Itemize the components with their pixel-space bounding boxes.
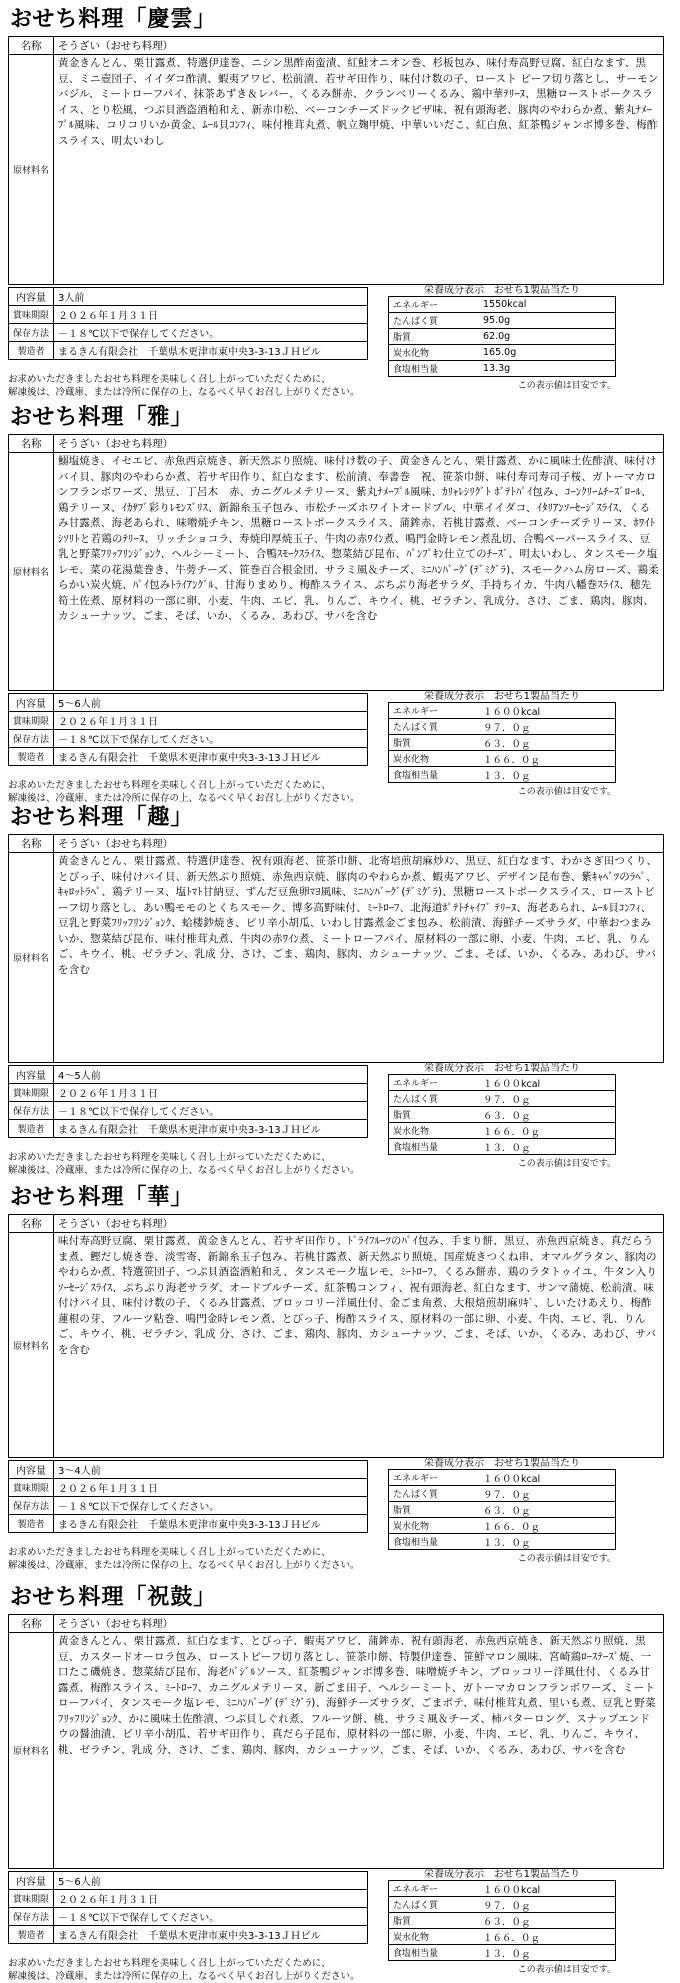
nutrient-name: エネルギー xyxy=(389,703,480,719)
advice-line: お求めいただきましたおせち料理を美味しく召し上がっていただくために、 xyxy=(8,1958,331,1969)
product-name-value: そうざい（おせち料理） xyxy=(54,1215,664,1233)
nutrition-table xyxy=(388,702,616,783)
product-title: おせち料理「慶雲」 xyxy=(10,7,217,32)
nutrient-value: １６００kcal xyxy=(479,703,616,719)
advice-line: 解凍後は、冷蔵庫、または冷所に保存の上、なるべく早くお召し上がりください。 xyxy=(8,1560,360,1571)
manufacturer-value: まるきん有限会社 千葉県木更津市東中央3-3-13ＪＨビル xyxy=(54,1926,368,1944)
nutrition-row xyxy=(389,719,616,735)
quantity-value: 3人前 xyxy=(54,288,368,306)
nutrient-value: 165.0g xyxy=(479,345,616,361)
ingredients-value: 黄金きんとん、栗甘露煮、特選伊達巻、祝有頭海老、笹茶巾餅、北寄培煎胡麻炒ﾒﾝ、黒豆、紅白なます、わかさぎ田つくり、とびっ子、味付けバイ貝、新天然ぶり照焼、赤魚西京焼、豚肉のやわらか煮、蝦夷アワビ、デザイン昆布巻、紫ｷｬﾍﾞﾂのﾗﾍﾟ、ｷｬﾛｯﾄﾗﾍﾟ、鶏テリーヌ、塩ﾄﾏﾄ甘納豆、ずんだ豆魚卵ﾏﾖ風味、ﾐﾆﾊﾝﾊﾞｰｸﾞ(ﾃﾞﾐｸﾞﾗ)、黒糖ローストポークスライス、ローストビーフ切り落とし、あい鴨モモのとくちスモーク、博多高野味付、ﾐｰﾄﾛｰﾌ、北海道ﾎﾟﾃﾄﾁｬｲﾌﾞ ﾃﾘｰﾇ、海老あられ、ﾑｰﾙ貝ｺﾝﾌｨ、豆乳と野菜ﾌﾘｯﾌﾘﾝｼﾞｮﾝｸ、蛤楼鈔焼き、ピリ辛小胡瓜、いわし甘露煮金ごま包み、松前漬、海鮮チーズサラダ、中華おつまみいか、惣菜結び昆布、味付椎茸丸煮、牛肉の赤ﾜｲﾝ煮、ミートローフパイ、原材料の一部に卵、小麦、牛肉、エビ、乳、りんご、キウイ、桃、ゼラチン、乳成 分、さけ、ごま、鶏肉、豚肉、カシューナッツ、ごま、そば、いか、くるみ、あわび、サバを含む xyxy=(54,853,664,1063)
nutrition-note: この表示値は目安です。 xyxy=(517,1554,616,1564)
expiry-date-value: ２０２６年１月３１日 xyxy=(54,1890,368,1908)
nutrition-note: この表示値は目安です。 xyxy=(517,1965,616,1975)
storage-label: 保存方法 xyxy=(9,1102,54,1120)
nutrient-name: たんぱく質 xyxy=(389,1897,480,1913)
nutrient-name: 食塩相当量 xyxy=(389,1139,480,1155)
product-name-value: そうざい（おせち料理） xyxy=(54,835,664,853)
nutrition-row xyxy=(389,329,616,345)
nutrition-row xyxy=(389,1502,616,1518)
nutrition-row xyxy=(389,345,616,361)
product-title: おせち料理「雅」 xyxy=(10,405,194,430)
nutrient-value: ６３．０ｇ xyxy=(479,1913,616,1929)
nutrient-value: ９７．０ｇ xyxy=(479,1897,616,1913)
nutrition-row xyxy=(389,1518,616,1534)
nutrient-name: エネルギー xyxy=(389,1881,480,1897)
storage-label: 保存方法 xyxy=(9,730,54,748)
maker-label: 製造者 xyxy=(9,1515,54,1533)
expiry-label: 賞味期限 xyxy=(9,1479,54,1497)
manufacturer-value: まるきん有限会社 千葉県木更津市東中央3-3-13ＪＨビル xyxy=(54,1515,368,1533)
nutrient-value: １３．０ｇ xyxy=(479,1945,616,1961)
nutrition-facts xyxy=(388,687,616,797)
expiry-date-value: ２０２６年１月３１日 xyxy=(54,1084,368,1102)
nutrient-name: 食塩相当量 xyxy=(389,767,480,783)
nutrition-row xyxy=(389,735,616,751)
nutrition-title: 栄養成分表示 おせち1製品当たり xyxy=(423,1869,581,1880)
quantity-value: 4～5人前 xyxy=(54,1066,368,1084)
manufacturer-value: まるきん有限会社 千葉県木更津市東中央3-3-13ＪＨビル xyxy=(54,342,368,360)
product-name-value: そうざい（おせち料理） xyxy=(54,37,664,55)
nutrition-table xyxy=(388,1880,616,1961)
storage-label: 保存方法 xyxy=(9,1497,54,1515)
nutrition-row xyxy=(389,297,616,313)
nutrition-title: 栄養成分表示 おせち1製品当たり xyxy=(423,691,581,702)
advice-line: 解凍後は、冷蔵庫、または冷所に保存の上、なるべく早くお召し上がりください。 xyxy=(8,1971,360,1982)
nutrition-table xyxy=(388,1469,616,1550)
product-title: おせち料理「趣」 xyxy=(10,805,194,830)
nutrient-name: エネルギー xyxy=(389,1075,480,1091)
nutrient-value: ９７．０ｇ xyxy=(479,1091,616,1107)
name-label: 名称 xyxy=(9,37,54,55)
quantity-label: 内容量 xyxy=(9,1872,54,1890)
nutrient-name: 食塩相当量 xyxy=(389,361,480,377)
nutrient-name: 食塩相当量 xyxy=(389,1534,480,1550)
name-label: 名称 xyxy=(9,435,54,453)
nutrient-value: 95.0g xyxy=(479,313,616,329)
nutrition-note: この表示値は目安です。 xyxy=(517,1159,616,1169)
nutrient-value: １６６．０ｇ xyxy=(479,751,616,767)
nutrient-name: 食塩相当量 xyxy=(389,1945,480,1961)
quantity-value: 5～6人前 xyxy=(54,1872,368,1890)
product-label-section xyxy=(0,1580,680,1982)
quantity-label: 内容量 xyxy=(9,1461,54,1479)
nutrient-value: １３．０ｇ xyxy=(479,1139,616,1155)
ingredients-value: 鰯塩焼き、イセエビ、赤魚西京焼き、新天然ぶり照焼、味付け数の子、黄金きんとん、栗甘露煮、かに風味土佐酢漬、味付けバイ貝、豚肉のやわらか煮、若サギ田作り、紅白なます、松前漬、奉書巻 祝、笹茶巾餅、味付寿司寿司子桜、ガトーマカロンフランボワーズ、黒豆、丁呂木 赤、カニグルメテリーヌ、紫丸ﾅﾒｰﾌﾟﾙ風味、ｶﾘｬﾚｼﾘｸﾞﾄ ﾎﾞﾃﾄﾊﾟｲ包み、ｺｰﾝｸﾘｰﾑﾁｰｽﾞﾛｰﾙ、鶏テリーヌ、ｲｶｻﾌﾞ彩りﾚﾓﾝｽﾞﾘｽ、新錦糸玉子包み、市松チーズホワイトオードブル、中華イイダコ、ｲﾀﾘｱﾝｿｰｾｰｼﾞｽﾗｲｽ、くるみ甘露煮、海老あられ、味噌焼チキン、黒糖ローストポークスライス、蒲鉾赤、若桃甘露煮、ベーコンチーズテリーヌ、ﾎﾜｲﾄｼｿﾘﾄと若鶏のﾃﾘｰﾇ、リッチショコラ、寿焼印厚焼玉子、牛肉の赤ﾜｲﾝ煮、鳴門金時レモン煮乱切、合鴨ペーパースライス、豆乳と野菜ﾌﾘｯﾌﾘﾝｼﾞｮﾝｸ、ヘルシーミート、合鴨ｽﾓｰｸｽﾗｲｽ、惣菜結び昆布、ﾊﾟﾝﾌﾟｷﾝ仕立てのﾁｰｽﾞ、明太いわし、タンスモーク塩レモ、菜の花湯葉巻き、牛蒡チーズ、笹巻百合根金団、サラミ風＆チーズ、ﾐﾆﾊﾝﾊﾞｰｸﾞ(ﾃﾞﾐｸﾞﾗ)、スモークハム房ローズ、鶏柔らかい炭火焼、ﾊﾟｲ包みﾄﾗｲｱﾝｸﾞﾙ、甘海りまめり、梅酢スライス、ぶちぶり海老サラダ、手持ちイカ、牛肉八幡巻ｽﾗｲｽ、穂先筍土佐煮、原材料の一部に卵、小麦、牛肉、エビ、乳、りんご、キウイ、桃、ゼラチン、乳成分、さけ、ごま、鶏肉、豚肉、カシューナッツ、ごま、そば、いか、くるみ、あわび、サバを含む xyxy=(54,453,664,691)
advice-line: お求めいただきましたおせち料理を美味しく召し上がっていただくために、 xyxy=(8,1152,331,1163)
nutrition-row xyxy=(389,1945,616,1961)
manufacturer-value: まるきん有限会社 千葉県木更津市東中央3-3-13ＪＨビル xyxy=(54,1120,368,1138)
storage-advice xyxy=(8,1957,360,1983)
storage-label: 保存方法 xyxy=(9,324,54,342)
product-info-table xyxy=(8,693,368,766)
nutrient-value: ６３．０ｇ xyxy=(479,735,616,751)
storage-label: 保存方法 xyxy=(9,1908,54,1926)
nutrient-value: ６３．０ｇ xyxy=(479,1107,616,1123)
storage-advice xyxy=(8,1151,360,1177)
product-title: おせち料理「祝鼓」 xyxy=(10,1585,217,1610)
expiry-date-value: ２０２６年１月３１日 xyxy=(54,1479,368,1497)
nutrition-facts xyxy=(388,1865,616,1975)
nutrient-name: 脂質 xyxy=(389,1502,480,1518)
nutrient-value: １３．０ｇ xyxy=(479,1534,616,1550)
nutrition-row xyxy=(389,313,616,329)
nutrition-facts xyxy=(388,1059,616,1169)
maker-label: 製造者 xyxy=(9,1926,54,1944)
ingredients-value: 味付寿高野豆腐、栗甘露煮、黄金きんとん、若サギ田作り、ﾄﾞﾗｲﾌﾙｰﾂのﾊﾟｲ包み、手まり餅、黒豆、赤魚西京焼き、真だらうま煮、鰹だし焼き巻、淡雪寄、新錦糸玉子包み、若桃甘露煮、新天然ぶり照焼、国産焼きつくね串、オマルグラタン、豚肉のやわらか煮、特選笹団子、つぶ貝酒盗酒粕和え、タンスモーク塩レモ、ﾐｰﾄﾛｰﾌ、くるみ餅赤、鶏のラタトゥイユ、牛タン入りｿｰｾｰｼﾞｽﾗｲｽ、ぷちぷり海老サラダ、オードブルチーズ、紅茶鴨コンフィ、祝有頭海老、紅白なます、サンマ蒲焼、松前漬、味付けバイ貝、味付け数の子、くるみ甘露煮、ブロッコリー洋風仕付、金ごま角煮、大根焙煎胡麻ﾘｷﾞ、しいたけあえり、梅酢蓮根の芽、フルーツ粘巻、鳴門金時レモン煮、とびっ子、梅酢スライス、原材料の一部に卵、小麦、牛肉、エビ、乳、りんご、キウイ、桃、ゼラチン、乳成 分、さけ、ごま、鶏肉、豚肉、カシューナッツ、ごま、そば、いか、くるみ、あわび、サバを含む xyxy=(54,1233,664,1458)
ingredients-table xyxy=(8,834,664,1063)
name-label: 名称 xyxy=(9,835,54,853)
nutrition-row xyxy=(389,361,616,377)
expiry-label: 賞味期限 xyxy=(9,306,54,324)
nutrient-name: 脂質 xyxy=(389,329,480,345)
nutrient-name: 脂質 xyxy=(389,1913,480,1929)
ingredients-label: 原材料名 xyxy=(9,853,54,1063)
quantity-value: 5～6人前 xyxy=(54,694,368,712)
nutrition-row xyxy=(389,1897,616,1913)
ingredients-value: 黄金きんとん、栗甘露煮、紅白なます、とびっ子、蝦夷アワビ、蒲鉾赤、祝有頭海老、赤魚西京焼き、新天然ぶり照焼、黒豆、カスタードオーロラ包み、ローストビーフ切り落とし、笹茶巾餅、特製伊達巻、笹鮮マロン風味、宮崎鶏ﾛｰｽﾃｰｽﾞ焼、一口たこ磯焼き、惣菜結び昆布、海老ﾊﾞｼﾞﾙソース、紅茶鴨ジャンボ博多巻、味噌焼チキン、ブロッコリー洋風仕付、くるみ甘露煮、梅酢スライス、ﾐｰﾄﾛｰﾌ、カニグルメテリーヌ、新ごま田子、ヘルシーミート、ガトーマカロンフランボワーズ、ミートローフパイ、タンスモーク塩レモ、ﾐﾆﾊﾝﾊﾞｰｸﾞ(ﾃﾞﾐｸﾞﾗ)、海鮮チーズサラダ、ごまボテ、味付椎茸丸煮、里いも煮、豆乳と野菜ﾌﾘｯﾌﾘﾝｼﾞｮﾝｸ、かに風味土佐酢漬、つぶ貝しぐれ煮、フルーツ餅、桃、サラミ風＆チーズ、柿バターロング、スナップエンドウの醤油漬、ピリ辛小胡瓜、若サギ田作り、真だら子昆布、原材料の一部に卵、小麦、牛肉、エビ、乳、りんご、キウイ、桃、ゼラチン、乳成 分、さけ、ごま、鶏肉、豚肉、カシューナッツ、ごま、そば、いか、くるみ、あわび、サバを含む xyxy=(54,1633,664,1869)
nutrient-name: エネルギー xyxy=(389,297,480,313)
product-info-table xyxy=(8,1065,368,1138)
product-name-value: そうざい（おせち料理） xyxy=(54,1615,664,1633)
nutrient-name: たんぱく質 xyxy=(389,1486,480,1502)
nutrition-row xyxy=(389,1534,616,1550)
name-label: 名称 xyxy=(9,1215,54,1233)
nutrition-facts xyxy=(388,281,616,391)
maker-label: 製造者 xyxy=(9,748,54,766)
nutrition-row xyxy=(389,1107,616,1123)
advice-line: 解凍後は、冷蔵庫、または冷所に保存の上、なるべく早くお召し上がりください。 xyxy=(8,387,360,398)
nutrition-row xyxy=(389,1139,616,1155)
nutrition-title: 栄養成分表示 おせち1製品当たり xyxy=(423,285,581,296)
nutrition-facts xyxy=(388,1454,616,1564)
expiry-label: 賞味期限 xyxy=(9,1084,54,1102)
quantity-value: 3～4人前 xyxy=(54,1461,368,1479)
nutrient-value: １６６．０ｇ xyxy=(479,1518,616,1534)
advice-line: お求めいただきましたおせち料理を美味しく召し上がっていただくために、 xyxy=(8,374,331,385)
quantity-label: 内容量 xyxy=(9,288,54,306)
storage-method-value: －１８℃以下で保存してください。 xyxy=(54,1908,368,1926)
nutrition-row xyxy=(389,1123,616,1139)
nutrient-name: エネルギー xyxy=(389,1470,480,1486)
maker-label: 製造者 xyxy=(9,1120,54,1138)
nutrition-row xyxy=(389,1075,616,1091)
nutrition-row xyxy=(389,767,616,783)
expiry-label: 賞味期限 xyxy=(9,712,54,730)
nutrient-name: 炭水化物 xyxy=(389,1123,480,1139)
storage-method-value: －１８℃以下で保存してください。 xyxy=(54,730,368,748)
nutrient-value: １３．０ｇ xyxy=(479,767,616,783)
nutrition-row xyxy=(389,1486,616,1502)
product-name-value: そうざい（おせち料理） xyxy=(54,435,664,453)
quantity-label: 内容量 xyxy=(9,694,54,712)
nutrient-name: 脂質 xyxy=(389,1107,480,1123)
nutrient-value: １６００kcal xyxy=(479,1470,616,1486)
storage-advice xyxy=(8,373,360,399)
ingredients-table xyxy=(8,1614,664,1869)
nutrition-title: 栄養成分表示 おせち1製品当たり xyxy=(423,1458,581,1469)
manufacturer-value: まるきん有限会社 千葉県木更津市東中央3-3-13ＪＨビル xyxy=(54,748,368,766)
ingredients-table xyxy=(8,36,664,285)
expiry-date-value: ２０２６年１月３１日 xyxy=(54,306,368,324)
nutrient-name: 炭水化物 xyxy=(389,751,480,767)
nutrition-row xyxy=(389,703,616,719)
product-info-table xyxy=(8,1460,368,1533)
nutrient-name: 炭水化物 xyxy=(389,345,480,361)
ingredients-label: 原材料名 xyxy=(9,453,54,691)
nutrition-row xyxy=(389,1929,616,1945)
expiry-date-value: ２０２６年１月３１日 xyxy=(54,712,368,730)
ingredients-table xyxy=(8,1214,664,1458)
storage-advice xyxy=(8,1546,360,1572)
nutrient-name: たんぱく質 xyxy=(389,313,480,329)
ingredients-value: 黄金きんとん、栗甘露煮、特選伊達巻、ニシン黒酢南蛮漬、紅鮭オニオン巻、杉板包み、味付寿高野豆腐、紅白なます、黒豆、ミニ壺団子、イイダコ酢漬、蝦夷アワビ、松前漬、若サギ田作り、味付け数の子、ロースト ビーフ切り落とし、サーモンバジル、ミートローフパイ、抹茶あずき＆レバー、くるみ餅赤、クランベリーくるみ、鶏中華ﾃﾘｰﾇ、黒糖ローストポークスライス、とり松風、つぶ貝酒盗酒粕和え、新赤巾松、ベーコンチーズドックピザ味、祝有頭海老、豚肉のやわらか煮、紫丸ﾅﾒｰﾌﾟﾙ風味、コリコリいか黄金、ﾑｰﾙ貝ｺﾝﾌｨ、味付椎茸丸煮、帆立麹甲焼、中華いいだこ、紅白魚、紅茶鴨ジャンボ博多巻、梅酢スライス、明太いわし xyxy=(54,55,664,285)
advice-line: お求めいただきましたおせち料理を美味しく召し上がっていただくために、 xyxy=(8,780,331,791)
nutrient-value: １６００kcal xyxy=(479,1881,616,1897)
nutrient-value: ９７．０ｇ xyxy=(479,719,616,735)
nutrient-value: １６６．０ｇ xyxy=(479,1123,616,1139)
nutrition-row xyxy=(389,1913,616,1929)
product-title: おせち料理「華」 xyxy=(10,1185,194,1210)
product-info-table xyxy=(8,1871,368,1944)
storage-method-value: －１８℃以下で保存してください。 xyxy=(54,1102,368,1120)
nutrient-value: 13.3g xyxy=(479,361,616,377)
product-label-section xyxy=(0,400,680,804)
nutrition-title: 栄養成分表示 おせち1製品当たり xyxy=(423,1063,581,1074)
nutrient-value: 1550kcal xyxy=(479,297,616,313)
product-label-section xyxy=(0,800,680,1195)
nutrition-row xyxy=(389,1881,616,1897)
nutrient-name: 炭水化物 xyxy=(389,1929,480,1945)
nutrient-name: 炭水化物 xyxy=(389,1518,480,1534)
nutrition-table xyxy=(388,296,616,377)
ingredients-label: 原材料名 xyxy=(9,55,54,285)
nutrition-table xyxy=(388,1074,616,1155)
name-label: 名称 xyxy=(9,1615,54,1633)
maker-label: 製造者 xyxy=(9,342,54,360)
nutrition-row xyxy=(389,1091,616,1107)
storage-method-value: －１８℃以下で保存してください。 xyxy=(54,1497,368,1515)
nutrient-name: 脂質 xyxy=(389,735,480,751)
ingredients-label: 原材料名 xyxy=(9,1633,54,1869)
advice-line: お求めいただきましたおせち料理を美味しく召し上がっていただくために、 xyxy=(8,1547,331,1558)
nutrient-value: ６３．０ｇ xyxy=(479,1502,616,1518)
nutrition-note: この表示値は目安です。 xyxy=(517,787,616,797)
quantity-label: 内容量 xyxy=(9,1066,54,1084)
nutrient-name: たんぱく質 xyxy=(389,719,480,735)
product-label-section xyxy=(0,2,680,397)
storage-method-value: －１８℃以下で保存してください。 xyxy=(54,324,368,342)
ingredients-table xyxy=(8,434,664,691)
product-label-section xyxy=(0,1180,680,1575)
ingredients-label: 原材料名 xyxy=(9,1233,54,1458)
nutrient-name: たんぱく質 xyxy=(389,1091,480,1107)
advice-line: 解凍後は、冷蔵庫、または冷所に保存の上、なるべく早くお召し上がりください。 xyxy=(8,1165,360,1176)
nutrition-note: この表示値は目安です。 xyxy=(517,381,616,391)
advice-line: 解凍後は、冷蔵庫、または冷所に保存の上、なるべく早くお召し上がりください。 xyxy=(8,793,360,804)
nutrient-value: ９７．０ｇ xyxy=(479,1486,616,1502)
nutrient-value: 62.0g xyxy=(479,329,616,345)
nutrition-row xyxy=(389,751,616,767)
nutrient-value: １６００kcal xyxy=(479,1075,616,1091)
nutrition-row xyxy=(389,1470,616,1486)
product-info-table xyxy=(8,287,368,360)
expiry-label: 賞味期限 xyxy=(9,1890,54,1908)
nutrient-value: １６６．０ｇ xyxy=(479,1929,616,1945)
